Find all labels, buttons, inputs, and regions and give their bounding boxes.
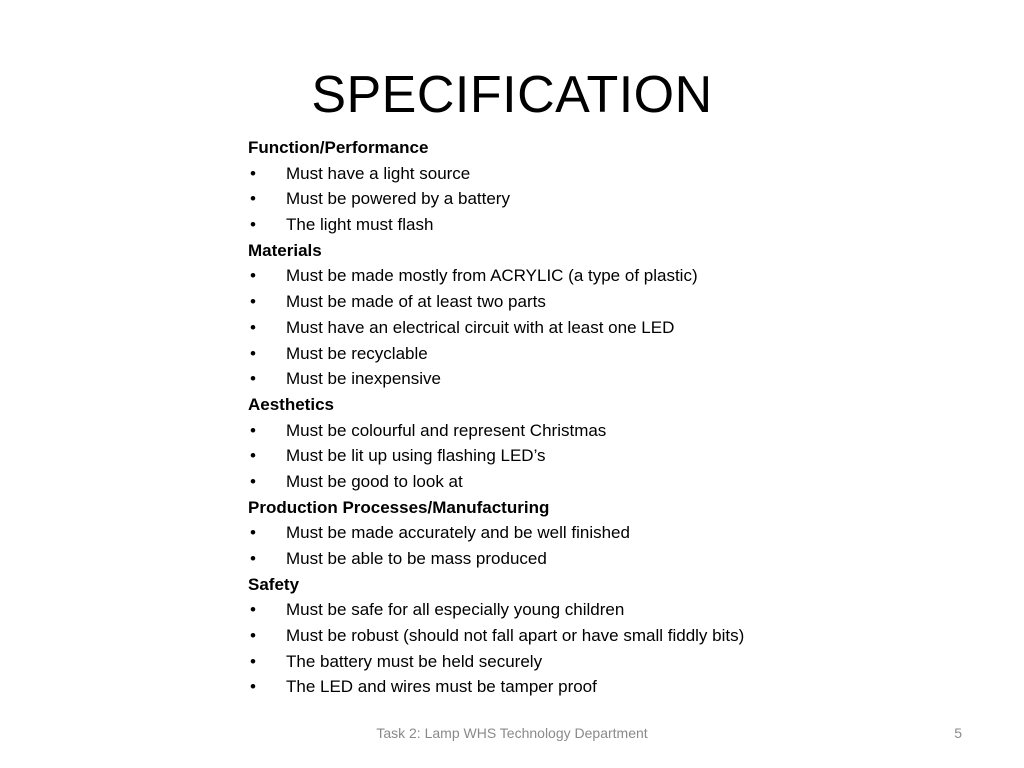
list-item <box>248 289 948 315</box>
list-item <box>248 597 948 623</box>
bullet-icon: • <box>250 420 256 440</box>
list-item <box>248 649 948 675</box>
slide-footer: Task 2: Lamp WHS Technology Department <box>376 725 648 741</box>
list-item-text: Must be recyclable <box>286 343 428 363</box>
list-item-text: Must be safe for all especially young children <box>286 600 625 620</box>
list-item-text: Must be able to be mass produced <box>286 549 547 568</box>
list-item-text: Must be made accurately and be well finished <box>286 523 630 543</box>
list-item-text: Must be lit up using flashing LED’s <box>286 446 546 466</box>
bullet-icon: • <box>250 600 256 620</box>
bullet-icon: • <box>250 369 256 389</box>
list-item <box>248 212 948 238</box>
list-item-text: The light must flash <box>286 215 434 235</box>
specification-content <box>248 135 948 700</box>
list-item-text: Must be robust (should not fall apart or have small fiddly bits) <box>286 626 745 646</box>
bullet-icon: • <box>250 549 256 568</box>
list-item-text: Must have an electrical circuit with at least one LED <box>286 317 675 337</box>
list-item <box>248 186 948 212</box>
section-heading-function-performance: Function/Performance <box>248 138 429 157</box>
list-item <box>248 161 948 187</box>
bullet-icon: • <box>250 651 256 671</box>
list-item <box>248 315 948 341</box>
bullet-icon: • <box>250 163 256 183</box>
list-item-text: Must be colourful and represent Christmas <box>286 420 607 440</box>
bullet-icon: • <box>250 626 256 646</box>
list-item-text: Must be good to look at <box>286 471 463 491</box>
section-heading-materials: Materials <box>248 240 322 260</box>
section-heading-safety: Safety <box>248 574 300 594</box>
list-item <box>248 520 948 546</box>
list-item <box>248 443 948 469</box>
bullet-icon: • <box>250 292 256 312</box>
bullet-icon: • <box>250 446 256 466</box>
list-item <box>248 623 948 649</box>
list-item-text: The LED and wires must be tamper proof <box>286 677 597 697</box>
list-item-text: Must be powered by a battery <box>286 189 510 209</box>
list-item <box>248 263 948 289</box>
list-item <box>248 366 948 392</box>
list-item <box>248 546 948 572</box>
bullet-icon: • <box>250 471 256 491</box>
list-item-text: Must be inexpensive <box>286 369 441 389</box>
bullet-icon: • <box>250 317 256 337</box>
bullet-icon: • <box>250 523 256 543</box>
bullet-icon: • <box>250 215 256 235</box>
list-item-text: Must have a light source <box>286 163 471 183</box>
section-heading-production-processes: Production Processes/Manufacturing <box>248 497 550 517</box>
bullet-icon: • <box>250 677 256 697</box>
list-item-text: Must be made of at least two parts <box>286 292 546 312</box>
page-number: 5 <box>954 725 962 741</box>
list-item-text: Must be made mostly from ACRYLIC (a type of plastic) <box>286 266 698 286</box>
list-item-text: The battery must be held securely <box>286 651 543 671</box>
bullet-icon: • <box>250 189 256 209</box>
list-item <box>248 674 948 700</box>
list-item <box>248 418 948 444</box>
bullet-icon: • <box>250 343 256 363</box>
list-item <box>248 341 948 367</box>
bullet-icon: • <box>250 266 256 286</box>
list-item <box>248 469 948 495</box>
slide-title: SPECIFICATION <box>311 66 713 124</box>
section-heading-aesthetics: Aesthetics <box>248 394 334 414</box>
